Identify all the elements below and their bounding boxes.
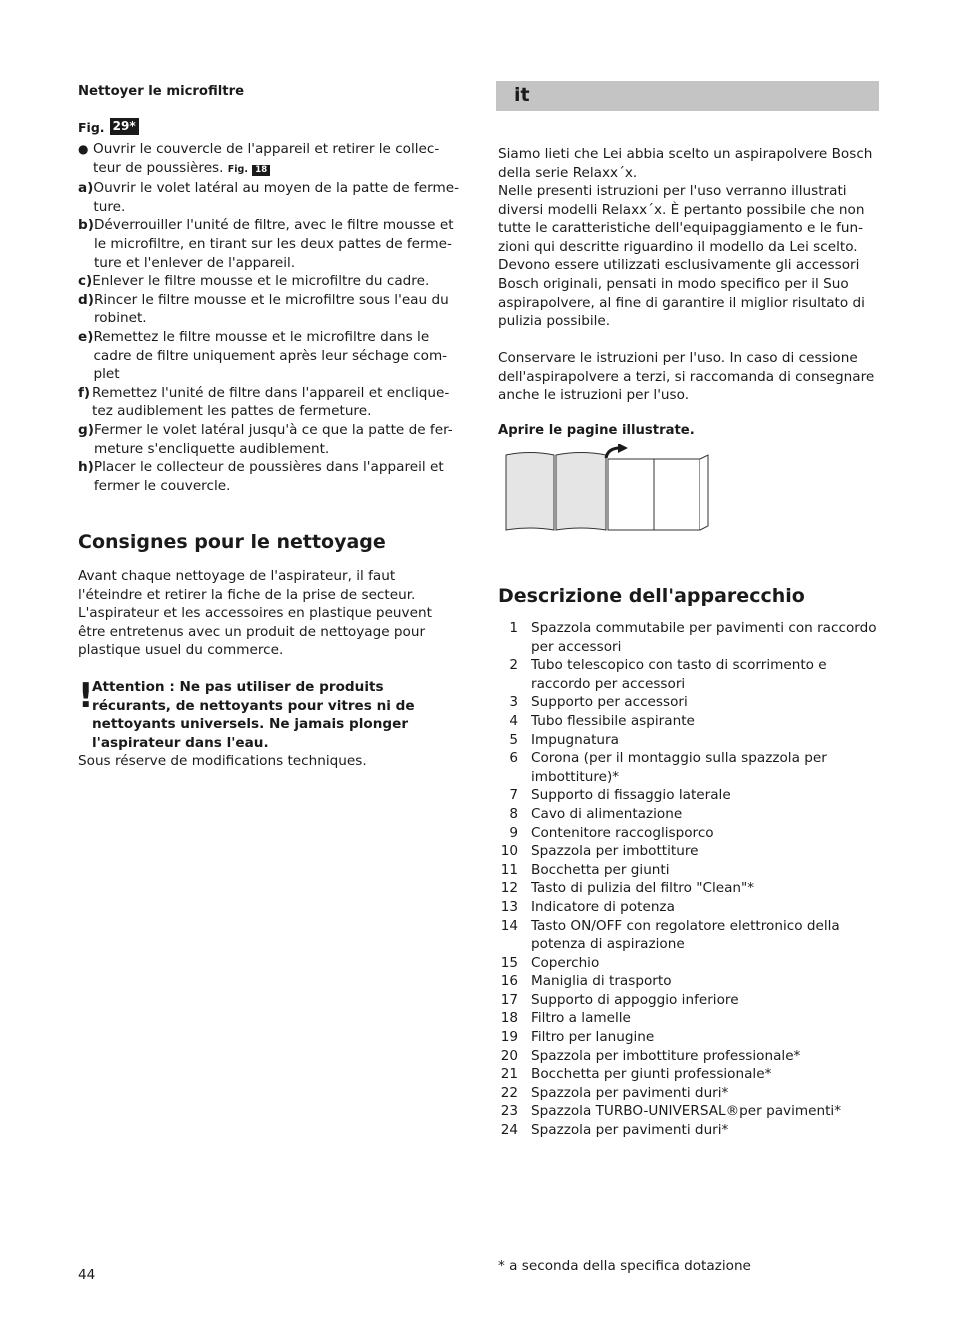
step-text-content: Déverrouiller l'unité de filtre, avec le filtre mousse et le microfiltre, en tirant sur les deux pattes de ferme-ture et l'enlever de l'appareil. <box>93 217 454 271</box>
step-text <box>94 421 462 458</box>
part-label: Bocchetta per giunti professionale* <box>531 1066 772 1083</box>
part-label: Supporto di fissaggio laterale <box>531 787 731 804</box>
part-item <box>498 1102 882 1121</box>
step-marker: h) <box>78 459 94 476</box>
step-text <box>93 179 462 216</box>
part-label: Spazzola TURBO-UNIVERSAL®per pavimenti* <box>531 1103 841 1120</box>
part-number: 22 <box>500 1084 518 1101</box>
part-number: 18 <box>500 1010 518 1027</box>
part-number: 3 <box>509 694 518 711</box>
step-marker: g) <box>78 421 94 438</box>
part-label: Filtro a lamelle <box>531 1010 631 1027</box>
section-title-microfilter: Nettoyer le microfiltre <box>78 84 245 99</box>
cleaning-step <box>78 328 462 384</box>
part-item <box>498 712 882 731</box>
cleaning-steps-list <box>78 140 462 495</box>
page-number: 44 <box>78 1267 96 1283</box>
part-item <box>498 1009 882 1028</box>
footnote: * a seconda della specifica dotazione <box>498 1258 751 1274</box>
part-item <box>498 861 882 880</box>
inline-fig-badge: 18 <box>252 165 270 176</box>
part-label: Tubo flessibile aspirante <box>531 712 695 729</box>
part-item <box>498 842 882 861</box>
part-number: 17 <box>500 991 518 1008</box>
part-number: 8 <box>509 805 518 822</box>
part-label: Filtro per lanugine <box>531 1029 655 1046</box>
fig-label: Fig. <box>78 120 105 135</box>
cleaning-step <box>78 458 462 495</box>
step-text <box>93 328 462 384</box>
technical-reservation: Sous réserve de modifications techniques. <box>78 753 367 769</box>
part-label: Tasto di pulizia del filtro "Clean"* <box>531 880 755 897</box>
part-item <box>498 824 882 843</box>
cleaning-step <box>78 384 462 421</box>
language-bar <box>496 81 879 111</box>
cleaning-step <box>78 179 462 216</box>
part-item <box>498 619 882 656</box>
step-text-content: Ouvrir le couvercle de l'appareil et retirer le collec-teur de poussières. <box>93 141 440 176</box>
part-number: 12 <box>500 880 518 897</box>
part-number: 2 <box>509 657 518 674</box>
part-item <box>498 917 882 954</box>
step-text <box>94 291 462 328</box>
part-number: 7 <box>509 787 518 804</box>
step-marker: ● <box>78 142 89 156</box>
part-label: Corona (per il montaggio sulla spazzola per imbottiture)* <box>531 750 827 785</box>
part-number: 6 <box>509 750 518 767</box>
part-label: Tasto ON/OFF con regolatore elettronico della potenza di aspirazione <box>531 917 840 953</box>
language-code: it <box>514 84 530 106</box>
part-item <box>498 731 882 750</box>
heading-cleaning-instructions: Consignes pour le nettoyage <box>78 531 386 553</box>
part-number: 1 <box>509 620 518 636</box>
step-text <box>93 140 462 179</box>
part-item <box>498 991 882 1010</box>
part-item <box>498 1084 882 1103</box>
step-marker: c) <box>78 273 93 290</box>
part-item <box>498 749 882 786</box>
cleaning-paragraph: Avant chaque nettoyage de l'aspirateur, il faut l'éteindre et retirer la fiche de la prise de secteur. L'aspirateur et les accessoires en plastique peuvent être entretenus avec un produit de nettoyage pour plastique usuel du commerce. <box>78 568 432 659</box>
parts-list <box>498 619 882 1140</box>
part-number: 21 <box>500 1066 518 1083</box>
step-marker: f) <box>78 384 91 401</box>
conserve-paragraph: Conservare le istruzioni per l'uso. In caso di cessione dell'aspirapolvere a terzi, si raccomanda di consegnare anche le istruzioni per l'uso. <box>498 350 875 404</box>
part-number: 11 <box>500 861 518 878</box>
part-number: 16 <box>500 973 518 990</box>
attention-warning: Attention : Ne pas utiliser de produits récurants, de nettoyants pour vitres ni de nettoyants universels. Ne jamais plonger l'aspirateur dans l'eau. <box>92 679 415 751</box>
part-number: 10 <box>500 843 518 860</box>
step-text-content: Rincer le filtre mousse et le microfiltre sous l'eau du robinet. <box>93 291 449 327</box>
part-number: 13 <box>500 898 518 915</box>
part-item <box>498 656 882 693</box>
part-item <box>498 693 882 712</box>
step-text-content: Remettez l'unité de filtre dans l'appareil et enclique-tez audiblement les pattes de fermeture. <box>92 384 450 420</box>
step-text-content: Enlever le filtre mousse et le microfiltre du cadre. <box>92 273 430 290</box>
cleaning-step <box>78 291 462 328</box>
part-item <box>498 972 882 991</box>
part-item <box>498 786 882 805</box>
step-text <box>92 272 462 291</box>
part-label: Tubo telescopico con tasto di scorrimento e raccordo per accessori <box>531 657 827 692</box>
figure-reference <box>78 117 139 136</box>
cleaning-step <box>78 216 462 272</box>
heading-device-description: Descrizione dell'apparecchio <box>498 585 805 607</box>
step-text-content: Ouvrir le volet latéral au moyen de la patte de ferme-ture. <box>93 180 459 215</box>
fig-number-badge: 29* <box>110 118 139 135</box>
part-label: Coperchio <box>531 954 600 971</box>
part-number: 9 <box>509 824 518 841</box>
part-label: Spazzola per pavimenti duri* <box>531 1084 729 1101</box>
step-marker: e) <box>78 328 94 345</box>
part-item <box>498 1028 882 1047</box>
part-item <box>498 1121 882 1140</box>
part-label: Indicatore di potenza <box>531 898 675 915</box>
intro-paragraph-2: Nelle presenti istruzioni per l'uso verranno illustrati diversi modelli Relaxx´x. È pertanto possibile che non tutte le caratteristiche dell'equipaggiamento e le fun-zioni qui descritte riguardino il modello da Lei scelto. Devono essere utilizzati esclusivamente gli accessori Bosch originali, pensati in modo specifico per il Suo aspirapolvere, al fine di garantire il miglior risultato di pulizia possibile. <box>498 183 865 330</box>
part-label: Supporto di appoggio inferiore <box>531 991 739 1008</box>
part-label: Maniglia di trasporto <box>531 973 672 990</box>
part-item <box>498 1065 882 1084</box>
part-label: Spazzola per imbottiture professionale* <box>531 1047 801 1064</box>
part-label: Spazzola commutabile per pavimenti con raccordo per accessori <box>531 620 877 655</box>
part-number: 15 <box>500 954 518 971</box>
part-number: 5 <box>509 731 518 748</box>
step-text-content: Remettez le filtre mousse et le microfiltre dans le cadre de filtre uniquement après leur séchage com-plet <box>93 328 448 383</box>
cleaning-step <box>78 272 462 291</box>
part-number: 23 <box>500 1103 518 1120</box>
part-label: Bocchetta per giunti <box>531 861 670 878</box>
part-label: Impugnatura <box>531 731 619 748</box>
part-item <box>498 1047 882 1066</box>
cleaning-step <box>78 140 462 179</box>
step-text-content: Placer le collecteur de poussières dans l'appareil et fermer le couvercle. <box>93 459 444 494</box>
part-number: 14 <box>500 917 518 934</box>
inline-fig-label: Fig. <box>227 163 248 175</box>
part-label: Cavo di alimentazione <box>531 805 683 822</box>
step-text <box>92 384 462 421</box>
step-text <box>94 216 462 272</box>
open-pages-label: Aprire le pagine illustrate. <box>498 423 695 438</box>
open-pages-illustration <box>502 444 714 534</box>
part-number: 4 <box>509 712 518 729</box>
part-number: 19 <box>500 1029 518 1046</box>
intro-paragraph-1: Siamo lieti che Lei abbia scelto un aspirapolvere Bosch della serie Relaxx´x. <box>498 146 873 181</box>
part-label: Spazzola per imbottiture <box>531 843 699 860</box>
step-text <box>94 458 462 495</box>
step-marker: a) <box>78 180 94 197</box>
attention-exclamation-icon: ! <box>78 676 94 716</box>
step-marker: b) <box>78 217 94 234</box>
part-label: Supporto per accessori <box>531 694 688 711</box>
step-text-content: Fermer le volet latéral jusqu'à ce que la patte de fer-meture s'encliquette audiblement. <box>93 421 453 457</box>
part-item <box>498 954 882 973</box>
cleaning-step <box>78 421 462 458</box>
part-label: Spazzola per pavimenti duri* <box>531 1122 729 1139</box>
part-item <box>498 879 882 898</box>
step-marker: d) <box>78 291 94 308</box>
part-item <box>498 805 882 824</box>
part-item <box>498 898 882 917</box>
part-number: 20 <box>500 1047 518 1064</box>
part-label: Contenitore raccoglisporco <box>531 824 714 841</box>
part-number: 24 <box>500 1122 518 1139</box>
